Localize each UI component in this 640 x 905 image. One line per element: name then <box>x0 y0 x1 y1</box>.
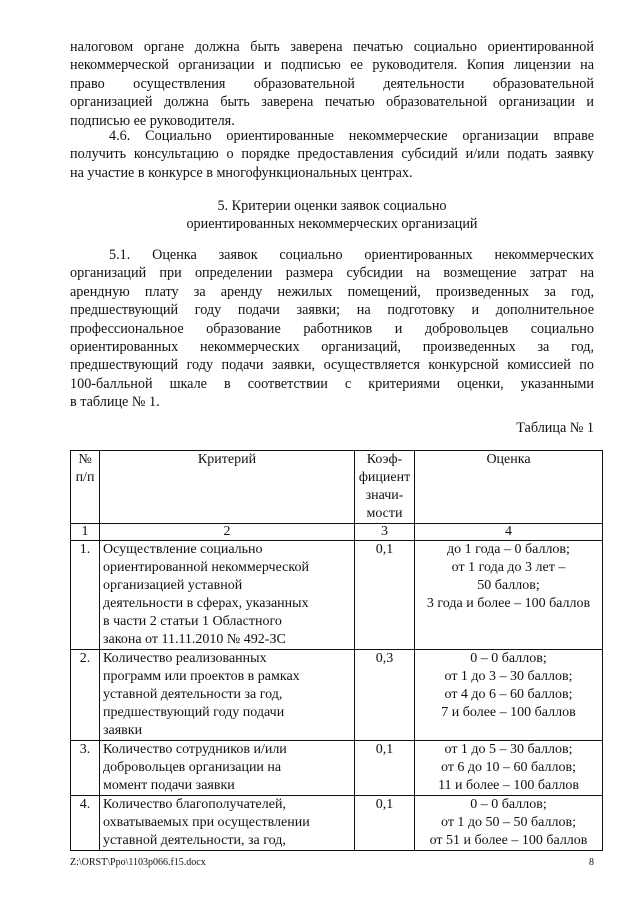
row-number: 2. <box>71 650 100 741</box>
heading-line: ориентированных некоммерческих организаций <box>186 216 478 233</box>
header-score: Оценка <box>415 451 603 524</box>
cell-line: Количество сотрудников и/или <box>103 742 287 757</box>
text-line: предшествующий году подачи заявки, осуществляется конкурсной комиссией по <box>70 357 594 374</box>
coefficient-cell: 0,3 <box>355 650 415 741</box>
score-cell <box>415 796 603 851</box>
text-line: в таблице № 1. <box>70 394 160 411</box>
heading-line: 5. Критерии оценки заявок социально <box>217 198 447 214</box>
table-header-row <box>71 451 603 524</box>
cell-line: заявки <box>103 723 143 738</box>
coefficient-cell: 0,1 <box>355 741 415 796</box>
table-row <box>71 741 603 796</box>
paragraph-intro <box>70 38 594 130</box>
header-number <box>71 451 100 524</box>
text-line: право осуществления образовательной деятельности образовательной <box>70 75 594 92</box>
text-line: организаций при определении размера субсидии на возмещение затрат на <box>70 265 594 282</box>
score-cell <box>415 741 603 796</box>
cell-line: Количество реализованных <box>103 651 267 666</box>
cell-line: предшествующий году подачи <box>103 705 285 720</box>
cell-line: в части 2 статьи 1 Областного <box>103 614 282 629</box>
text-line: арендную плату за аренду нежилых помещений, произведенных за год, <box>70 283 594 300</box>
cell-line: охватываемых при осуществлении <box>103 815 310 830</box>
table-row <box>71 650 603 741</box>
text-line: на участие в конкурсе в многофункциональных центрах. <box>70 164 413 181</box>
header-text: фициент <box>358 470 411 485</box>
footer-file-path: Z:\ORST\Ppo\1103p066.f15.docx <box>70 857 206 868</box>
header-text: Коэф- <box>366 452 403 467</box>
table-row <box>71 541 603 650</box>
header-text: № <box>78 452 92 467</box>
column-number: 2 <box>100 524 355 541</box>
row-number: 4. <box>71 796 100 851</box>
cell-line: 3 года и более – 100 баллов <box>426 596 591 611</box>
section-heading <box>70 197 594 234</box>
cell-line: от 6 до 10 – 60 баллов; <box>441 760 576 775</box>
text-line: 5.1. Оценка заявок социально ориентированных некоммерческих <box>109 247 594 263</box>
column-number: 4 <box>415 524 603 541</box>
paragraph-5-1 <box>70 246 594 412</box>
table-caption: Таблица № 1 <box>516 420 594 436</box>
header-criterion: Критерий <box>100 451 355 524</box>
text-line: профессиональное образование работников и добровольцев социально <box>70 320 594 337</box>
table-body <box>71 541 603 851</box>
cell-line: программ или проектов в рамках <box>103 669 300 684</box>
cell-line: 11 и более – 100 баллов <box>438 778 579 793</box>
text-line: подписью ее руководителя. <box>70 112 235 129</box>
cell-line: ориентированной некоммерческой <box>103 560 309 575</box>
cell-line: 0 – 0 баллов; <box>470 797 547 812</box>
row-number: 1. <box>71 541 100 650</box>
cell-line: от 1 до 5 – 30 баллов; <box>444 742 573 757</box>
header-coefficient <box>355 451 415 524</box>
coefficient-cell: 0,1 <box>355 796 415 851</box>
cell-line: 0 – 0 баллов; <box>470 651 547 666</box>
row-number: 3. <box>71 741 100 796</box>
text-line: предшествующий году подачи заявки; на подготовку и дополнительное <box>70 302 594 319</box>
cell-line: от 1 до 3 – 30 баллов; <box>444 669 573 684</box>
header-text: мости <box>366 506 403 521</box>
footer-page-number: 8 <box>589 857 594 868</box>
cell-line: организацией уставной <box>103 578 243 593</box>
criterion-cell <box>100 796 355 851</box>
cell-line: уставной деятельности, за год, <box>103 833 286 848</box>
cell-line: добровольцев организации на <box>103 760 282 775</box>
score-cell <box>415 650 603 741</box>
cell-line: от 1 до 50 – 50 баллов; <box>441 815 576 830</box>
criterion-cell <box>100 541 355 650</box>
paragraph-4-6 <box>70 127 594 182</box>
cell-line: Количество благополучателей, <box>103 797 286 812</box>
column-number: 3 <box>355 524 415 541</box>
criteria-table <box>70 450 603 851</box>
text-line: налоговом органе должна быть заверена печатью социально ориентированной <box>70 39 594 55</box>
column-number: 1 <box>71 524 100 541</box>
table-row <box>71 796 603 851</box>
score-cell <box>415 541 603 650</box>
text-line: 100-балльной шкале в соответствии с критериями оценки, указанными <box>70 375 594 392</box>
text-line: некоммерческой организации и подписью ее руководителя. Копия лицензии на <box>70 57 594 74</box>
cell-line: до 1 года – 0 баллов; <box>447 542 570 557</box>
text-line: получить консультацию о порядке предоставления субсидий и/или подать заявку <box>70 146 594 163</box>
criterion-cell <box>100 741 355 796</box>
criterion-cell <box>100 650 355 741</box>
text-line: организацией должна быть заверена печатью образовательной организации и <box>70 94 594 111</box>
text-line: ориентированных некоммерческих организаций, произведенных за год, <box>70 339 594 356</box>
cell-line: 7 и более – 100 баллов <box>441 705 576 720</box>
cell-line: от 51 и более – 100 баллов <box>429 833 588 848</box>
header-text: п/п <box>75 470 95 485</box>
cell-line: от 1 года до 3 лет – <box>451 560 566 575</box>
coefficient-cell: 0,1 <box>355 541 415 650</box>
cell-line: момент подачи заявки <box>103 778 235 793</box>
cell-line: от 4 до 6 – 60 баллов; <box>444 687 573 702</box>
cell-line: 50 баллов; <box>477 578 540 593</box>
header-text: значи- <box>365 488 404 503</box>
column-number-row <box>71 524 603 541</box>
text-line: 4.6. Социально ориентированные некоммерческие организации вправе <box>109 128 594 144</box>
cell-line: Осуществление социально <box>103 542 263 557</box>
cell-line: уставной деятельности за год, <box>103 687 283 702</box>
cell-line: деятельности в сферах, указанных <box>103 596 309 611</box>
cell-line: закона от 11.11.2010 № 492-ЗС <box>103 632 286 647</box>
